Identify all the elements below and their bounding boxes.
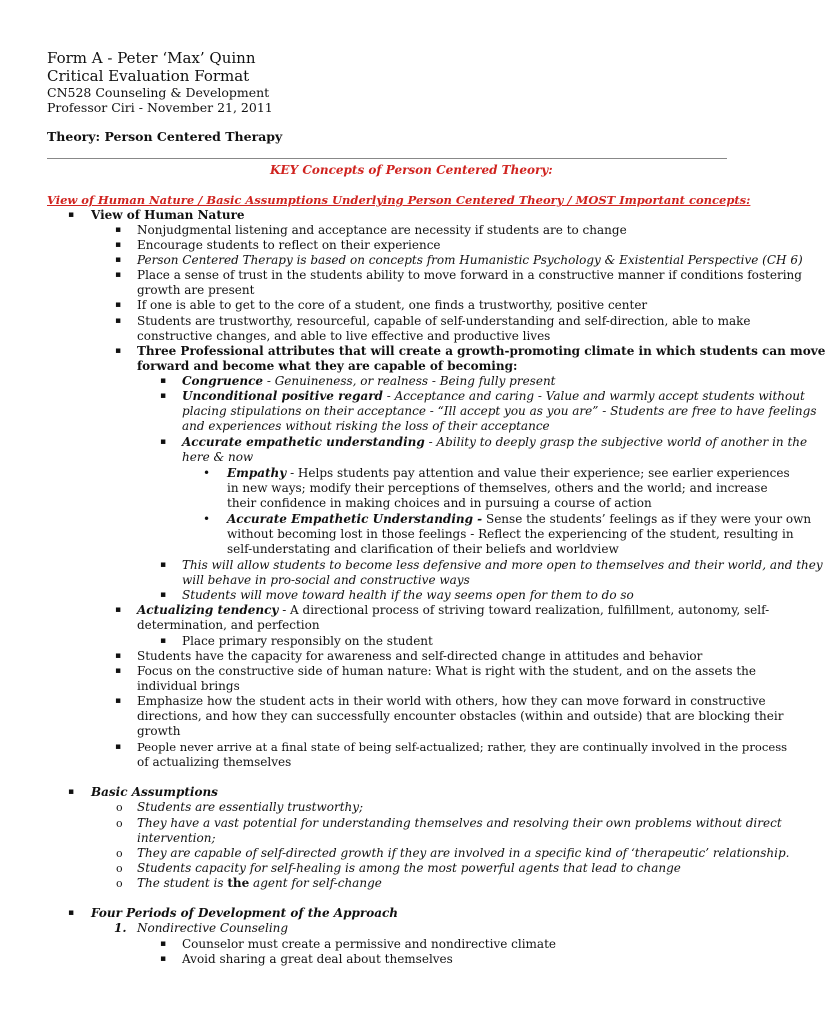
list-item-continued: growth are present [137,283,255,297]
circle-bullet-icon: o [116,862,123,875]
square-bullet-icon: ▪ [160,376,167,386]
round-bullet-icon: • [203,466,211,480]
circle-bullet-icon: o [116,877,123,890]
actualizing-term: Actualizing tendency [137,603,279,617]
upr-item-continued: placing stipulations on their acceptance - “Ill accept you as you are” - Students are free to have feelings [182,404,817,418]
assumption-item: They have a vast potential for understanding themselves and resolving their own problems without direct [137,816,782,830]
congruence-desc: - Genuineness, or realness - Being fully present [263,374,556,388]
four-periods-title: Four Periods of Development of the Approach [91,906,399,920]
list-item: Nonjudgmental listening and acceptance are necessity if students are to change [137,223,627,237]
square-bullet-icon: ▪ [115,651,122,661]
square-bullet-icon: ▪ [68,210,75,220]
list-item: If one is able to get to the core of a student, one finds a trustworthy, positive center [137,298,648,312]
list-item-continued: growth [137,724,181,738]
congruence-item [182,374,556,389]
upr-term: Unconditional positive regard [182,389,383,403]
square-bullet-icon: ▪ [160,391,167,401]
list-item: Avoid sharing a great deal about themselves [182,952,453,966]
aeu-item [182,435,807,450]
list-item: Encourage students to reflect on their experience [137,238,441,252]
view-heading: View of Human Nature / Basic Assumptions Underlying Person Centered Theory / MOST Important concepts: [47,193,751,207]
square-bullet-icon: ▪ [68,908,75,918]
square-bullet-icon: ▪ [115,346,122,356]
square-bullet-icon: ▪ [160,636,167,646]
list-item-continued: forward and become what they are capable of becoming: [137,359,518,373]
empathy-item-continued: in new ways; modify their perceptions of themselves, others and the world; and increase [227,481,768,495]
circle-bullet-icon: o [116,847,123,860]
square-bullet-icon: ▪ [115,300,122,310]
assumption-item-continued: intervention; [137,831,216,845]
square-bullet-icon: ▪ [115,255,122,265]
empathy-item-continued: their confidence in making choices and in pursuing a course of action [227,496,652,510]
square-bullet-icon: ▪ [115,696,122,706]
list-item: Person Centered Therapy is based on concepts from Humanistic Psychology & Existential Perspective (CH 6) [137,253,803,267]
course-line: CN528 Counseling & Development [47,85,270,100]
list-item: Place primary responsibly on the student [182,634,433,648]
aeu-term: Accurate empathetic understanding [182,435,425,449]
list-item-continued: constructive changes, and able to live effective and productive lives [137,329,551,343]
list-item: Students are trustworthy, resourceful, capable of self-understanding and self-direction, able to make [137,314,751,328]
upr-item-continued: and experiences without risking the loss of their acceptance [182,419,550,433]
aeu-desc: - Ability to deeply grasp the subjective world of another in the [424,435,808,449]
list-item: Students have the capacity for awareness and self-directed change in attitudes and behavior [137,649,703,663]
view-of-human-nature-title: View of Human Nature [91,208,245,222]
assumption-item: They are capable of self-directed growth if they are involved in a specific kind of ‘therapeutic’ relationship. [137,846,790,860]
theory-line: Theory: Person Centered Therapy [47,129,283,144]
assumption-text: agent for self-change [249,876,382,890]
actualizing-item-continued: determination, and perfection [137,618,320,632]
congruence-term: Congruence [182,374,264,388]
square-bullet-icon: ▪ [115,225,122,235]
aeu2-item [227,512,811,527]
assumption-item: Students capacity for self-healing is among the most powerful agents that lead to change [137,861,681,875]
upr-item [182,389,805,404]
list-item: People never arrive at a final state of being self-actualized; rather, they are continually involved in the process [137,740,788,754]
circle-bullet-icon: o [116,817,123,830]
empathy-term: Empathy [227,466,287,480]
square-bullet-icon: ▪ [115,240,122,250]
list-item: Three Professional attributes that will create a growth-promoting climate in which students can move [137,344,825,358]
period-label: Nondirective Counseling [137,921,289,935]
list-item-continued: directions, and how they can successfully encounter obstacles (within and outside) that are blocking their [137,709,784,723]
actualizing-item [137,603,769,618]
upr-desc: - Acceptance and caring - Value and warmly accept students without [382,389,805,403]
list-item: This will allow students to become less defensive and more open to themselves and their world, and they [182,558,823,572]
list-item: Students will move toward health if the way seems open for them to do so [182,588,634,602]
title-line-1: Form A - Peter ‘Max’ Quinn [47,49,256,67]
title-line-2: Critical Evaluation Format [47,67,250,85]
list-item-continued: individual brings [137,679,240,693]
actualizing-desc: - A directional process of striving toward realization, fulfillment, autonomy, self- [278,603,770,617]
period-number: 1. [114,921,127,935]
assumption-item [137,876,382,891]
basic-assumptions-title: Basic Assumptions [91,785,218,799]
empathy-item [227,466,790,481]
square-bullet-icon: ▪ [68,787,75,797]
square-bullet-icon: ▪ [115,316,122,326]
aeu2-desc: Sense the students’ feelings as if they were your own [482,512,812,526]
list-item: Focus on the constructive side of human nature: What is right with the student, and on the assets the [137,664,757,678]
square-bullet-icon: ▪ [115,270,122,280]
circle-bullet-icon: o [116,801,123,814]
list-item-continued: will behave in pro-social and constructive ways [182,573,470,587]
key-concepts-heading: KEY Concepts of Person Centered Theory: [270,163,553,177]
horizontal-rule [47,158,727,159]
professor-line: Professor Ciri - November 21, 2011 [47,100,273,115]
square-bullet-icon: ▪ [160,560,167,570]
aeu2-term: Accurate Empathetic Understanding - [227,512,483,526]
list-item-continued: of actualizing themselves [137,755,292,769]
list-item: Emphasize how the student acts in their world with others, how they can move forward in constructive [137,694,766,708]
square-bullet-icon: ▪ [160,954,167,964]
round-bullet-icon: • [203,512,211,526]
aeu2-item-continued: self-understating and clarification of their beliefs and worldview [227,542,619,556]
assumption-emphasis: the [227,876,250,890]
square-bullet-icon: ▪ [115,605,122,615]
square-bullet-icon: ▪ [115,666,122,676]
assumption-text: The student is [137,876,228,890]
square-bullet-icon: ▪ [160,939,167,949]
aeu2-item-continued: without becoming lost in those feelings - Reflect the experiencing of the student, resulting in [227,527,794,541]
list-item: Place a sense of trust in the students ability to move forward in a constructive manner if conditions fostering [137,268,802,282]
assumption-item: Students are essentially trustworthy; [137,800,364,814]
empathy-desc: - Helps students pay attention and value their experience; see earlier experiences [286,466,790,480]
list-item: Counselor must create a permissive and nondirective climate [182,937,556,951]
square-bullet-icon: ▪ [160,590,167,600]
square-bullet-icon: ▪ [160,437,167,447]
aeu-item-continued: here & now [182,450,254,464]
square-bullet-icon: ▪ [115,742,122,752]
